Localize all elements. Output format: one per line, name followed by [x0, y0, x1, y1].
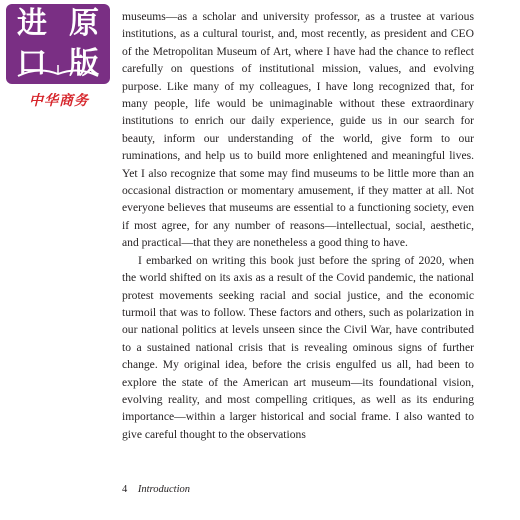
paragraph: museums—as a scholar and university professor, as a trustee at various institutions, as a cultural tourist, and, most recently, as president and CEO of the Metropolitan Museum of Art, where I have had the chance to reflect carefully on questions of institutional mission, values, and evolving purpose. Like many of my colleagues, I have long recognized that, for many people, life would be unimaginable without these extraordinary institutions to enrich our daily experience, guide us in our search for beauty, inform our understanding of the world, give form to our ruminations, and help us to build more enlightened and meaningful lives. Yet I also recognize that some may find museums to be little more than an occasional distraction or momentary amusement, if they matter at all. Not everyone believes that museums are essential to a functioning society, even if most agree, for any number of reasons—intellectual, social, aesthetic, and practical—that they are nonetheless a good thing to have.: [122, 10, 474, 250]
badge-char: 原: [69, 6, 99, 41]
running-section-title: Introduction: [137, 484, 190, 495]
page-footer: [122, 484, 190, 495]
open-book-icon: [16, 62, 100, 78]
badge-char: 版: [69, 46, 99, 81]
original-import-badge: [6, 4, 112, 110]
body-text: [122, 8, 474, 443]
page-number: 4: [122, 484, 128, 495]
badge-char: 口: [17, 46, 47, 81]
badge-tagline: 中华商务: [29, 93, 89, 109]
badge-char: 进: [17, 6, 47, 41]
paragraph: I embarked on writing this book just before the spring of 2020, when the world shifted on its axis as a result of the Covid pandemic, the national protest movements seeking racial and social justice, and the economic turmoil that was to follow. These factors and others, such as polarization in our national politics at levels unseen since the Civil War, have contributed to a sustained national crisis that is revealing ominous signs of further change. My original idea, before the crisis engulfed us all, had been to explore the state of the American art museum—its foundational vision, evolving reality, and most compelling critiques, as well as its enduring importance—within a larger historical and social frame. I also wanted to give careful thought to the observations: [122, 253, 474, 441]
